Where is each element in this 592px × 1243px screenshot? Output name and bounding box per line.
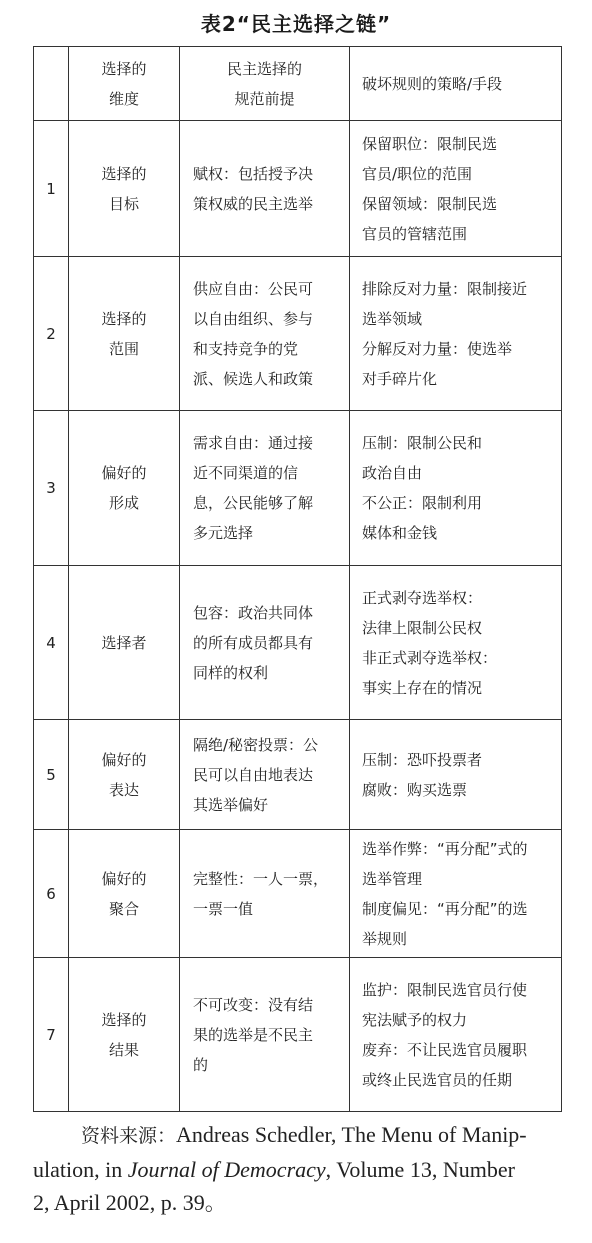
premise-cell-line: 包容：政治共同体 (193, 603, 314, 622)
strategy-cell (350, 720, 562, 830)
dimension-cell (69, 958, 180, 1112)
premise-cell-line: 供应自由：公民可 (193, 279, 314, 298)
strategy-cell-line: 媒体和金钱 (362, 524, 438, 542)
dimension-cell-line: 范围 (108, 339, 139, 358)
header-strategy-cell-line: 破坏规则的策略/手段 (362, 74, 503, 93)
table-title: 表2“民主选择之链” (200, 12, 392, 36)
row-number-cell: 3 (34, 411, 69, 566)
row-number-cell: 6 (34, 830, 69, 958)
strategy-cell-line: 选举管理 (362, 869, 423, 888)
premise-cell-line: 息，公民能够了解 (193, 494, 314, 512)
strategy-cell-line: 分解反对力量：使选举 (362, 339, 513, 358)
table-row (34, 830, 562, 958)
source-line-1 (33, 1118, 563, 1153)
row-number-cell: 4 (34, 566, 69, 720)
dimension-cell (69, 566, 180, 720)
strategy-cell-line: 压制：恐吓投票者 (362, 750, 483, 769)
strategy-cell-line: 监护：限制民选官员行使 (362, 980, 528, 999)
table-row (34, 720, 562, 830)
premise-cell-line: 一票一值 (193, 899, 254, 918)
row-number-cell: 5 (34, 720, 69, 830)
strategy-cell-line: 废弃：不让民选官员履职 (362, 1040, 528, 1059)
strategy-cell-line: 排除反对力量：限制接近 (362, 279, 528, 298)
premise-cell-line: 近不同渠道的信 (193, 464, 299, 482)
premise-cell-line: 其选举偏好 (193, 795, 269, 814)
premise-cell (180, 830, 350, 958)
strategy-cell-line: 对手碎片化 (362, 369, 438, 388)
dimension-cell-line: 形成 (108, 494, 139, 512)
premise-cell (180, 566, 350, 720)
row-number-cell: 1 (34, 121, 69, 257)
header-premise-cell-line: 规范前提 (234, 89, 295, 108)
strategy-cell-line: 官员/职位的范围 (362, 164, 473, 183)
strategy-cell-line: 腐败：购买选票 (362, 780, 468, 799)
table-body (34, 47, 562, 1112)
strategy-cell-line: 事实上存在的情况 (362, 678, 483, 697)
strategy-cell (350, 121, 562, 257)
premise-cell-line: 派、候选人和政策 (193, 369, 314, 388)
strategy-cell-line: 官员的管辖范围 (362, 224, 468, 243)
dimension-cell-line: 聚合 (108, 899, 139, 918)
dimension-cell (69, 830, 180, 958)
source-line-3: 2, April 2002, p. 39。 (33, 1190, 227, 1215)
dimension-cell-line: 偏好的 (101, 464, 147, 482)
table-row (34, 411, 562, 566)
table-row (34, 257, 562, 411)
strategy-cell-line: 选举领域 (362, 309, 423, 328)
strategy-cell-line: 制度偏见：“再分配”的选 (362, 899, 528, 918)
dimension-cell-line: 目标 (108, 194, 139, 213)
strategy-cell-line: 保留职位：限制民选 (362, 134, 498, 153)
dimension-cell-line: 表达 (108, 780, 139, 799)
table-row (34, 566, 562, 720)
header-dimension-cell-line: 选择的 (101, 59, 147, 78)
header-dimension-cell-line: 维度 (108, 89, 139, 108)
source-text-2a: ulation, in (33, 1157, 128, 1182)
dimension-cell-line: 偏好的 (101, 750, 147, 769)
strategy-cell-line: 宪法赋予的权力 (362, 1010, 468, 1029)
strategy-cell (350, 257, 562, 411)
premise-cell-line: 以自由组织、参与 (193, 309, 314, 328)
strategy-cell-line: 法律上限制公民权 (362, 618, 483, 637)
dimension-cell-line: 偏好的 (101, 869, 147, 888)
premise-cell-line: 同样的权利 (193, 663, 269, 682)
strategy-cell-line: 保留领域：限制民选 (362, 194, 498, 213)
premise-cell-line: 完整性：一人一票， (193, 869, 329, 888)
dimension-cell-line: 选择的 (101, 164, 147, 183)
table-row (34, 121, 562, 257)
premise-cell-line: 民可以自由地表达 (193, 765, 314, 784)
premise-cell-line: 和支持竞争的党 (193, 339, 299, 358)
source-text-2b: , Volume 13, Number (325, 1157, 515, 1182)
premise-cell-line: 隔绝/秘密投票：公 (193, 735, 319, 754)
dimension-cell-line: 选择的 (101, 1010, 147, 1029)
source-note (33, 1118, 563, 1219)
strategy-cell-line: 不公正：限制利用 (362, 494, 483, 512)
table-row (34, 958, 562, 1112)
premise-cell (180, 257, 350, 411)
strategy-cell (350, 411, 562, 566)
row-number-cell: 2 (34, 257, 69, 411)
header-dimension-cell (69, 47, 180, 121)
dimension-cell (69, 121, 180, 257)
strategy-cell-line: 或终止民选官员的任期 (362, 1070, 513, 1089)
header-strategy-cell (350, 47, 562, 121)
header-row (34, 47, 562, 121)
strategy-cell-line: 选举作弊：“再分配”式的 (362, 839, 528, 858)
premise-cell (180, 720, 350, 830)
strategy-cell (350, 566, 562, 720)
premise-cell-line: 不可改变：没有结 (193, 995, 314, 1014)
premise-cell-line: 赋权：包括授予决 (193, 164, 314, 183)
premise-cell-line: 策权威的民主选举 (193, 194, 314, 213)
premise-cell (180, 121, 350, 257)
premise-cell-line: 需求自由：通过接 (193, 434, 314, 452)
source-label: 资料来源： (81, 1125, 177, 1147)
dimension-cell-line: 选择者 (101, 633, 147, 652)
journal-name: Journal of Democracy (127, 1157, 326, 1182)
strategy-cell-line: 政治自由 (362, 464, 423, 482)
header-premise-cell (180, 47, 350, 121)
premise-cell-line: 多元选择 (193, 524, 254, 542)
premise-cell-line: 果的选举是不民主 (193, 1025, 314, 1044)
premise-cell (180, 958, 350, 1112)
dimension-cell (69, 411, 180, 566)
premise-cell (180, 411, 350, 566)
dimension-cell (69, 257, 180, 411)
dimension-cell (69, 720, 180, 830)
header-premise-cell-line: 民主选择的 (226, 59, 302, 78)
row-number-cell: 7 (34, 958, 69, 1112)
strategy-cell-line: 正式剥夺选举权： (362, 588, 483, 607)
strategy-cell-line: 非正式剥夺选举权： (362, 648, 498, 667)
strategy-cell (350, 830, 562, 958)
strategy-cell-line: 举规则 (362, 929, 408, 948)
strategy-cell (350, 958, 562, 1112)
header-num-cell (34, 47, 69, 121)
premise-cell-line: 的所有成员都具有 (193, 633, 314, 652)
dimension-cell-line: 结果 (108, 1040, 139, 1059)
schedler-table (33, 46, 562, 1112)
strategy-cell-line: 压制：限制公民和 (362, 434, 483, 452)
source-line-2 (33, 1153, 563, 1186)
source-text-1: Andreas Schedler, The Menu of Manip- (176, 1122, 527, 1147)
premise-cell-line: 的 (193, 1055, 209, 1074)
dimension-cell-line: 选择的 (101, 309, 147, 328)
